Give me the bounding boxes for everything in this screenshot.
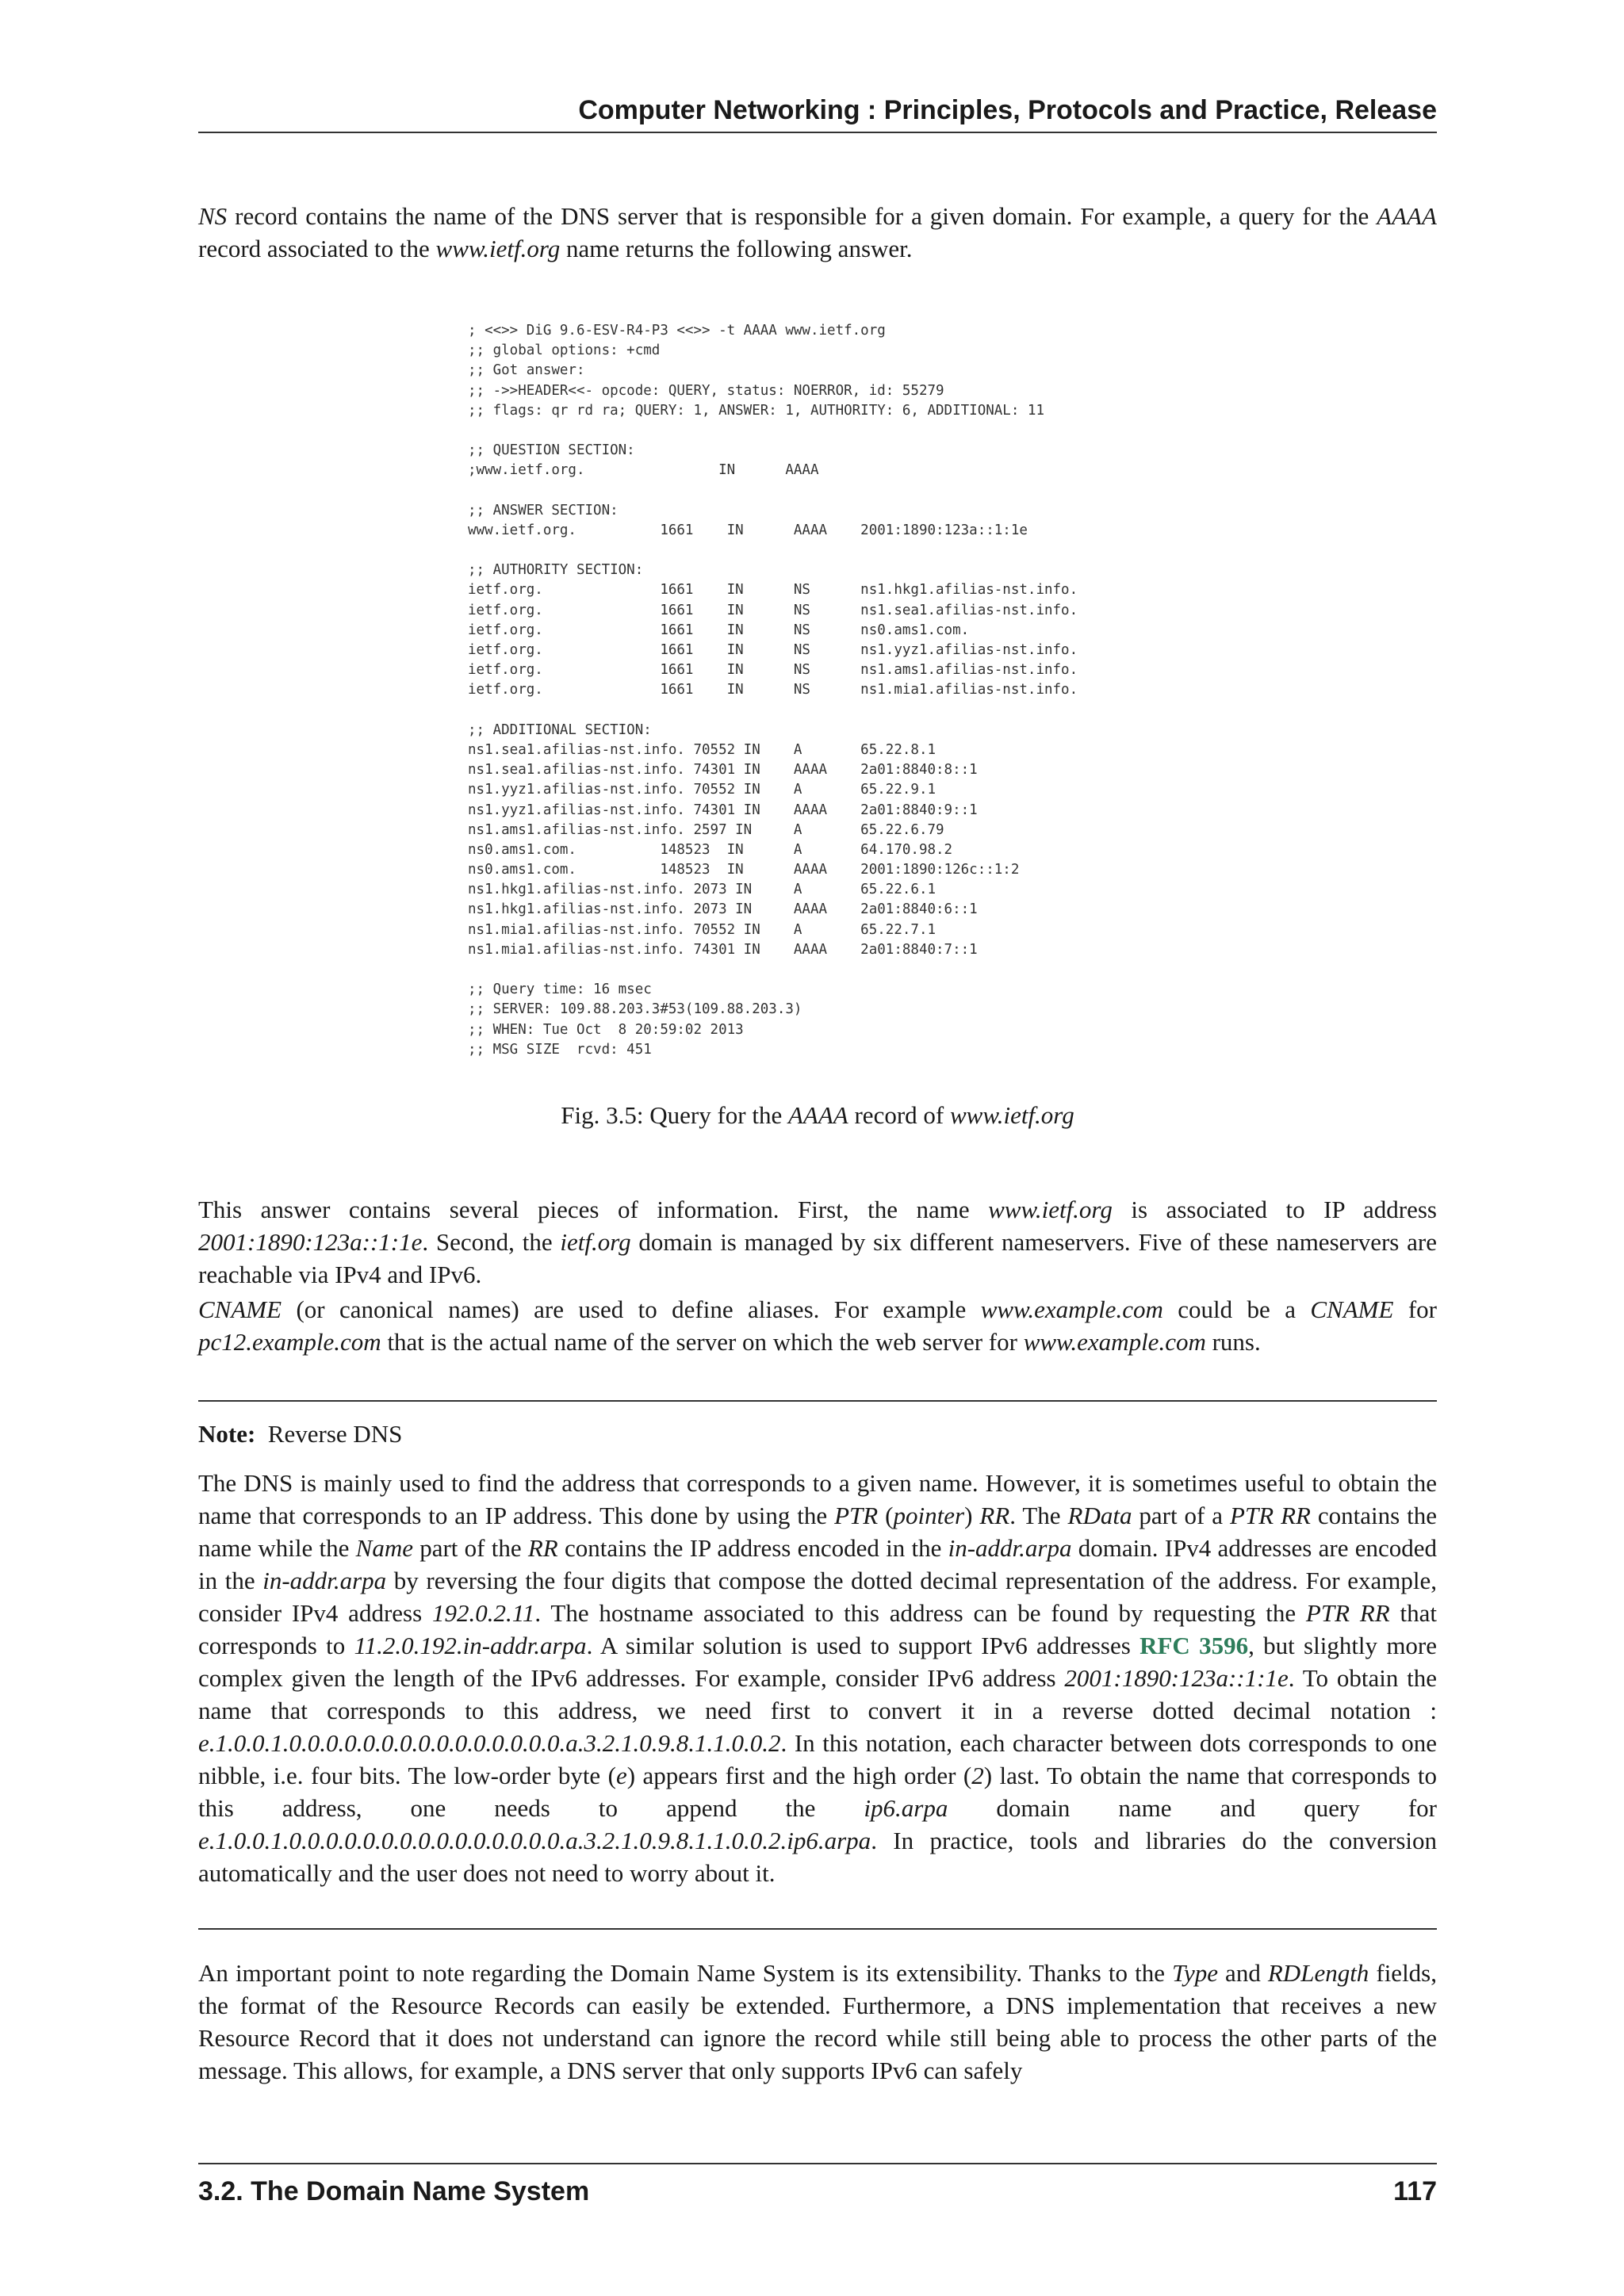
dig-output-line: ;; ANSWER SECTION: bbox=[468, 502, 619, 519]
dig-output-line: ns0.ams1.com. 148523 IN AAAA 2001:1890:126c::1:2 bbox=[468, 862, 1020, 878]
dig-output-line: ;; Query time: 16 msec bbox=[468, 982, 652, 998]
dig-output-line: ;; MSG SIZE rcvd: 451 bbox=[468, 1041, 652, 1058]
running-footer bbox=[198, 2163, 1437, 2206]
dig-output-line bbox=[468, 960, 1174, 980]
dig-output-line bbox=[468, 421, 1174, 441]
book-title: Computer Networking : Principles, Protocols and Practice, Release bbox=[578, 95, 1437, 125]
footer-section-title: 3.2. The Domain Name System bbox=[198, 2176, 590, 2206]
dig-output-line bbox=[468, 701, 1174, 721]
dig-output-line: ietf.org. 1661 IN NS ns1.mia1.afilias-nst.info. bbox=[468, 682, 1078, 698]
dig-output-line: ;; global options: +cmd bbox=[468, 342, 661, 359]
note-top-rule bbox=[198, 1400, 1437, 1402]
dig-output-figure bbox=[468, 321, 1174, 1060]
dig-output-line: ns1.hkg1.afilias-nst.info. 2073 IN AAAA 2a01:8840:6::1 bbox=[468, 901, 978, 918]
dig-output-line: ns0.ams1.com. 148523 IN A 64.170.98.2 bbox=[468, 841, 953, 858]
dig-output-line: ;; flags: qr rd ra; QUERY: 1, ANSWER: 1, AUTHORITY: 6, ADDITIONAL: 11 bbox=[468, 402, 1044, 419]
note-heading: Note: Reverse DNS bbox=[198, 1420, 403, 1448]
dig-output-line: ns1.sea1.afilias-nst.info. 74301 IN AAAA 2a01:8840:8::1 bbox=[468, 762, 978, 779]
figure-caption: Fig. 3.5: Query for the AAAA record of www.ietf.org bbox=[561, 1101, 1074, 1129]
dig-output-line: ns1.yyz1.afilias-nst.info. 74301 IN AAAA 2a01:8840:9::1 bbox=[468, 802, 978, 818]
dig-output-line: ns1.sea1.afilias-nst.info. 70552 IN A 65.22.8.1 bbox=[468, 741, 936, 758]
running-header bbox=[198, 89, 1437, 133]
dig-output-line: ns1.hkg1.afilias-nst.info. 2073 IN A 65.22.6.1 bbox=[468, 882, 936, 898]
dig-output-line: ns1.ams1.afilias-nst.info. 2597 IN A 65.22.6.79 bbox=[468, 821, 944, 838]
dig-output-line: ;; SERVER: 109.88.203.3#53(109.88.203.3) bbox=[468, 1001, 802, 1018]
dig-output-line: ;; ->>HEADER<<- opcode: QUERY, status: NOERROR, id: 55279 bbox=[468, 382, 944, 399]
dig-output-line: ;; ADDITIONAL SECTION: bbox=[468, 721, 652, 738]
note-bottom-rule bbox=[198, 1928, 1437, 1930]
dig-output-line: ; <<>> DiG 9.6-ESV-R4-P3 <<>> -t AAAA www.ietf.org bbox=[468, 323, 886, 339]
dig-output-line: ;; QUESTION SECTION: bbox=[468, 442, 635, 459]
intro-paragraph: NS record contains the name of the DNS server that is responsible for a given domain. For example, a query for the AAAA record associated to the www.ietf.org name returns the following answer. bbox=[198, 202, 1437, 262]
dig-output-line: ns1.mia1.afilias-nst.info. 70552 IN A 65.22.7.1 bbox=[468, 921, 936, 938]
dig-output-line: www.ietf.org. 1661 IN AAAA 2001:1890:123a::1:1e bbox=[468, 522, 1028, 538]
rfc-3596-link[interactable]: RFC 3596 bbox=[1139, 1632, 1249, 1659]
dig-output-line: ietf.org. 1661 IN NS ns1.ams1.afilias-nst.info. bbox=[468, 662, 1078, 679]
dig-output-line: ns1.mia1.afilias-nst.info. 74301 IN AAAA 2a01:8840:7::1 bbox=[468, 941, 978, 958]
dig-output-line: ;; WHEN: Tue Oct 8 20:59:02 2013 bbox=[468, 1021, 744, 1038]
answer-paragraph: This answer contains several pieces of information. First, the name www.ietf.org is associated to IP address 2001:1890:123a::1:1e. Second, the ietf.org domain is managed by six different nameservers. Five of these nameservers are reachable via IPv4 and IPv6. bbox=[198, 1196, 1437, 1288]
page-number: 117 bbox=[1393, 2176, 1437, 2206]
dig-output-line: ;; AUTHORITY SECTION: bbox=[468, 562, 644, 579]
dig-output-line: ietf.org. 1661 IN NS ns0.ams1.com. bbox=[468, 622, 970, 638]
note-body: The DNS is mainly used to find the address that corresponds to a given name. However, it is sometimes useful to obtain the name that corresponds to an IP address. This done by using the PTR (pointer) RR. The RData part of a PTR RR contains the name while the Name part of the RR contains the IP address encoded in the in-addr.arpa domain. IPv4 addresses are encoded in the in-addr.arpa by reversing the four digits that compose the dotted decimal representation of the address. For example, consider IPv4 address 192.0.2.11. The hostname associated to this address can be found by requesting the PTR RR that corresponds to 11.2.0.192.in-addr.arpa. A similar solution is used to support IPv6 addresses RFC 3596, but slightly more complex given the length of the IPv6 addresses. For example, consider IPv6 address 2001:1890:123a::1:1e. To obtain the name that corresponds to this address, we need first to convert it in a reverse dotted decimal notation : e.1.0.0.1.0.0.0.0.0.0.0.0.0.0.0.0.0.0.0.a.3.2.1.0.9.8.1.1.0.0.2. In this notation, each character between dots corresponds to one nibble, i.e. four bits. The low-order byte (e) appears first and the high order (2) last. To obtain the name that corresponds to this address, one needs to append the ip6.arpa domain name and query for e.1.0.0.1.0.0.0.0.0.0.0.0.0.0.0.0.0.0.0.a.3.2.1.0.9.8.1.1.0.0.2.ip6.arpa. In practice, tools and libraries do the conversion automatically and the user does not need to worry about it. bbox=[198, 1469, 1438, 1887]
extensibility-paragraph: An important point to note regarding the Domain Name System is its extensibility. Thanks to the Type and RDLength fields, the format of the Resource Records can easily be extended. Furthermore, a DNS implementation that receives a new Resource Record that it does not understand can ignore the record while still being able to process the other parts of the message. This allows, for example, a DNS server that only supports IPv6 can safely bbox=[198, 1959, 1437, 2084]
dig-output-line: ietf.org. 1661 IN NS ns1.yyz1.afilias-nst.info. bbox=[468, 642, 1078, 658]
dig-output-line: ietf.org. 1661 IN NS ns1.hkg1.afilias-nst.info. bbox=[468, 582, 1078, 599]
dig-output-line: ns1.yyz1.afilias-nst.info. 70552 IN A 65.22.9.1 bbox=[468, 782, 936, 798]
dig-output-line: ;www.ietf.org. IN AAAA bbox=[468, 462, 819, 479]
cname-paragraph: CNAME (or canonical names) are used to define aliases. For example www.example.com could be a CNAME for pc12.example.com that is the actual name of the server on which the web server for www.example.com runs. bbox=[198, 1295, 1437, 1356]
dig-output-line: ietf.org. 1661 IN NS ns1.sea1.afilias-nst.info. bbox=[468, 602, 1078, 618]
dig-output-line bbox=[468, 481, 1174, 501]
dig-output-line: ;; Got answer: bbox=[468, 362, 585, 379]
dig-output-line bbox=[468, 541, 1174, 561]
